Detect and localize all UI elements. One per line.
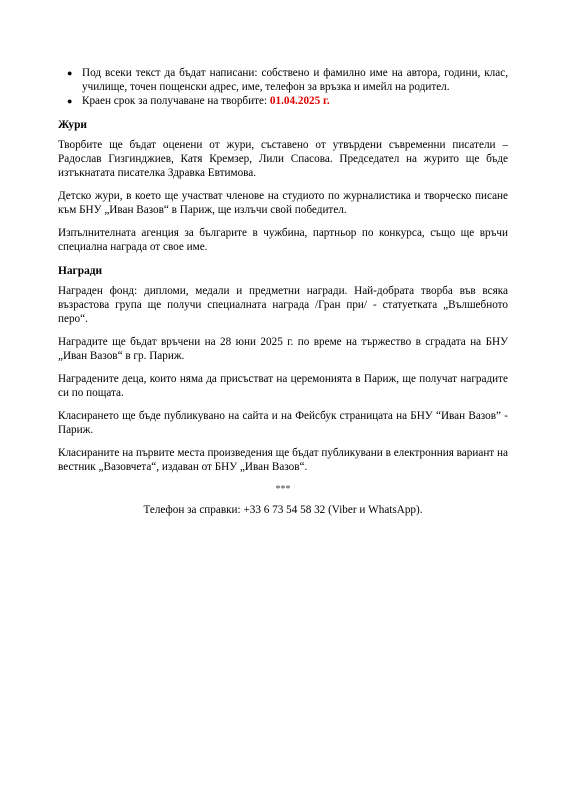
jury-paragraph: Творбите ще бъдат оценени от жури, съставено от утвърдени съвременни писатели – Радослав Гизгинджиев, Катя Кремзер, Лили Спасова. Председател на журито ще бъде изтъкнатата писателка Здравка Евтимова.	[58, 139, 508, 179]
deadline-date: 01.04.2025 г.	[269, 95, 330, 107]
deadline-label: Краен срок за получаване на творбите:	[82, 95, 270, 107]
ceremony-paragraph: Наградите ще бъдат връчени на 28 юни 2025 г. по време на тържество в сградата на БНУ „Иван Вазов“ в гр. Париж.	[58, 336, 508, 362]
awards-heading: Награди	[58, 265, 103, 277]
children-jury-paragraph: Детско жури, в което ще участват членове на студиото по журналистика и творческо писане към БНУ „Иван Вазов“ в Париж, ще излъчи свой победител.	[58, 190, 508, 216]
award-fund-paragraph: Награден фонд: дипломи, медали и предметни награди. Най-добрата творба във всяка възрастова група ще получи специалната награда /Гран при/ - статуетката „Вълшебното перо“.	[58, 285, 508, 325]
agency-award-paragraph: Изпълнителната агенция за българите в чужбина, партньор по конкурса, също ще връчи специална награда от свое име.	[58, 227, 508, 253]
bullet-icon: ●	[67, 96, 73, 106]
list-item	[67, 66, 508, 94]
publication-paragraph: Класираните на първите места произведения ще бъдат публикувани в електронния вариант на вестник „Вазовчета“, издаван от БНУ „Иван Вазов“.	[58, 447, 508, 473]
requirements-list	[58, 66, 508, 108]
jury-heading: Жури	[58, 119, 87, 131]
section-separator: ***	[275, 484, 291, 495]
list-item	[67, 94, 508, 108]
list-item-text: Под всеки текст да бъдат написани: собствено и фамилно име на автора, години, клас, училище, точен пощенски адрес, име, телефон за връзка и имейл на родител.	[82, 67, 508, 93]
mail-awards-paragraph: Наградените деца, които няма да присъстват на церемонията в Париж, ще получат наградите си по пощата.	[58, 373, 508, 399]
bullet-icon: ●	[67, 68, 73, 78]
contact-phone: Телефон за справки: +33 6 73 54 58 32 (Viber и WhatsApp).	[143, 504, 423, 516]
ranking-paragraph: Класирането ще бъде публикувано на сайта и на Фейсбук страницата на БНУ “Иван Вазов” - Париж.	[58, 410, 508, 436]
